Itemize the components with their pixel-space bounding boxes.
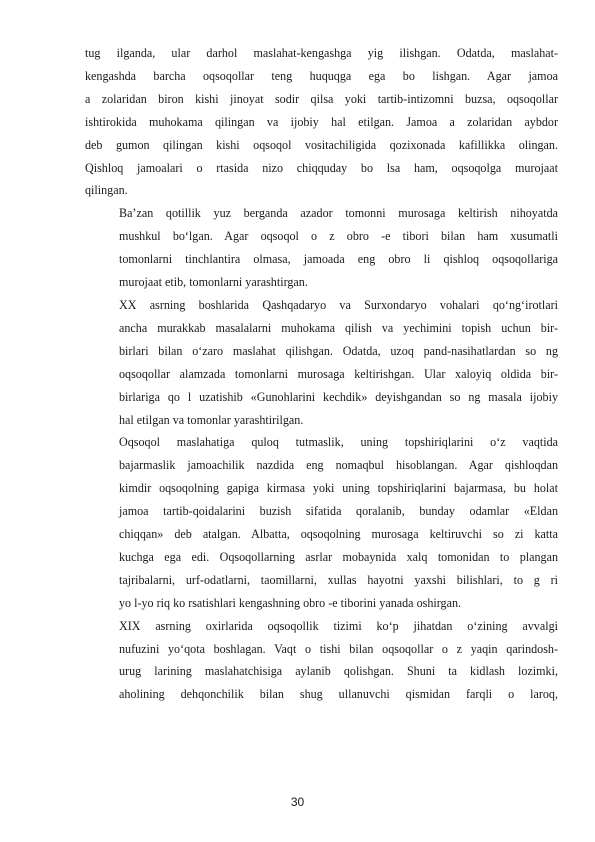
text-line: Oqsoqol maslahatiga quloq tutmaslik, uning topshiriqlarini o‘z vaqtida	[119, 435, 558, 450]
text-line: tug ilganda, ular darhol maslahat-kengashga yig ilishgan. Odatda, maslahat-	[85, 46, 558, 60]
text-line: deb gumon qilingan kishi oqsoqol vositachiligida qozixonada kafillikka olingan.	[85, 137, 558, 152]
text-line: XIX asrning oxirlarida oqsoqollik tizimi ko‘p jihatdan o‘zining avvalgi	[119, 618, 558, 633]
document-page	[85, 42, 558, 706]
text-line: murojaat etib, tomonlarni yarashtirgan.	[119, 275, 308, 290]
text-line: bajarmaslik jamoachilik nazdida eng nomaqbul hisoblangan. Agar qishloqdan	[119, 458, 558, 473]
text-line: kuchga ega edi. Oqsoqollarning asrlar mobaynida xalq tomonidan to plangan	[119, 549, 558, 564]
paragraph	[85, 294, 558, 431]
text-line: ancha murakkab masalalarni muhokama qilish va yechimini topish uchun bir-	[119, 320, 558, 335]
text-body	[85, 42, 558, 706]
text-line: Qishloq jamoalari o rtasida nizo chiqquday bo lsa ham, oqsoqolga murojaat	[85, 160, 558, 175]
text-line: kimdir oqsoqolning gapiga kirmasa yoki uning topshiriqlarini bajarmasa, bu holat	[119, 481, 558, 496]
text-line: jamoa tartib-qoidalarini buzish sifatida qoralanib, bunday odamlar «Eldan	[119, 504, 558, 519]
text-line: Ba’zan qotillik yuz berganda azador tomonni murosaga keltirish nihoyatda	[119, 206, 558, 221]
text-line: ishtirokida muhokama qilingan va ijobiy hal etilgan. Jamoa a zolaridan aybdor	[85, 114, 558, 129]
text-line: nufuzini yo‘qota boshlagan. Vaqt o tishi bilan oqsoqollar o z yaqin qarindosh-	[119, 641, 558, 656]
text-line: tomonlarni tinchlantira olmasa, jamoada eng obro li qishloq oqsoqollariga	[119, 252, 558, 267]
text-line: birlariga qo l uzatishib «Gunohlarini kechdik» deyishgandan so ng masala ijobiy	[119, 389, 558, 404]
text-line: kengashda barcha oqsoqollar teng huquqga ega bo lishgan. Agar jamoa	[85, 68, 558, 83]
text-line: yo l-yo riq ko rsatishlari kengashning obro -e tiborini yanada oshirgan.	[119, 595, 462, 610]
text-line: qilingan.	[85, 183, 128, 198]
text-line: XX asrning boshlarida Qashqadaryo va Surxondaryo vohalari qo‘ng‘irotlari	[119, 297, 558, 312]
paragraph	[85, 431, 558, 614]
text-line: hal etilgan va tomonlar yarashtirilgan.	[119, 412, 304, 427]
text-line: oqsoqollar alamzada tomonlarni murosaga keltirishgan. Ular xaloyiq oldida bir-	[119, 366, 558, 381]
text-line: a zolaridan biron kishi jinoyat sodir qilsa yoki tartib-intizomni buzsa, oqsoqollar	[85, 91, 558, 106]
paragraph	[85, 615, 558, 707]
paragraph	[85, 42, 558, 202]
text-line: birlari bilan o‘zaro maslahat qilishgan. Odatda, uzoq pand-nasihatlardan so ng	[119, 343, 558, 358]
text-line: chiqqan» deb atalgan. Albatta, oqsoqolning murosaga keltiruvchi so zi katta	[119, 527, 558, 542]
paragraph	[85, 202, 558, 294]
text-line: mushkul bo‘lgan. Agar oqsoqol o z obro -e tibori bilan ham xusumatli	[119, 229, 558, 244]
text-line: urug larining maslahatchisiga aylanib qolishgan. Shuni ta kidlash lozimki,	[119, 664, 558, 679]
text-line: aholining dehqonchilik bilan shug ullanuvchi qismidan farqli o laroq,	[119, 687, 558, 702]
page-number: 30	[290, 795, 305, 809]
text-line: tajribalarni, urf-odatlarni, taomillarni, xullas hayotni yaxshi bilishlari, to g ri	[119, 572, 558, 587]
